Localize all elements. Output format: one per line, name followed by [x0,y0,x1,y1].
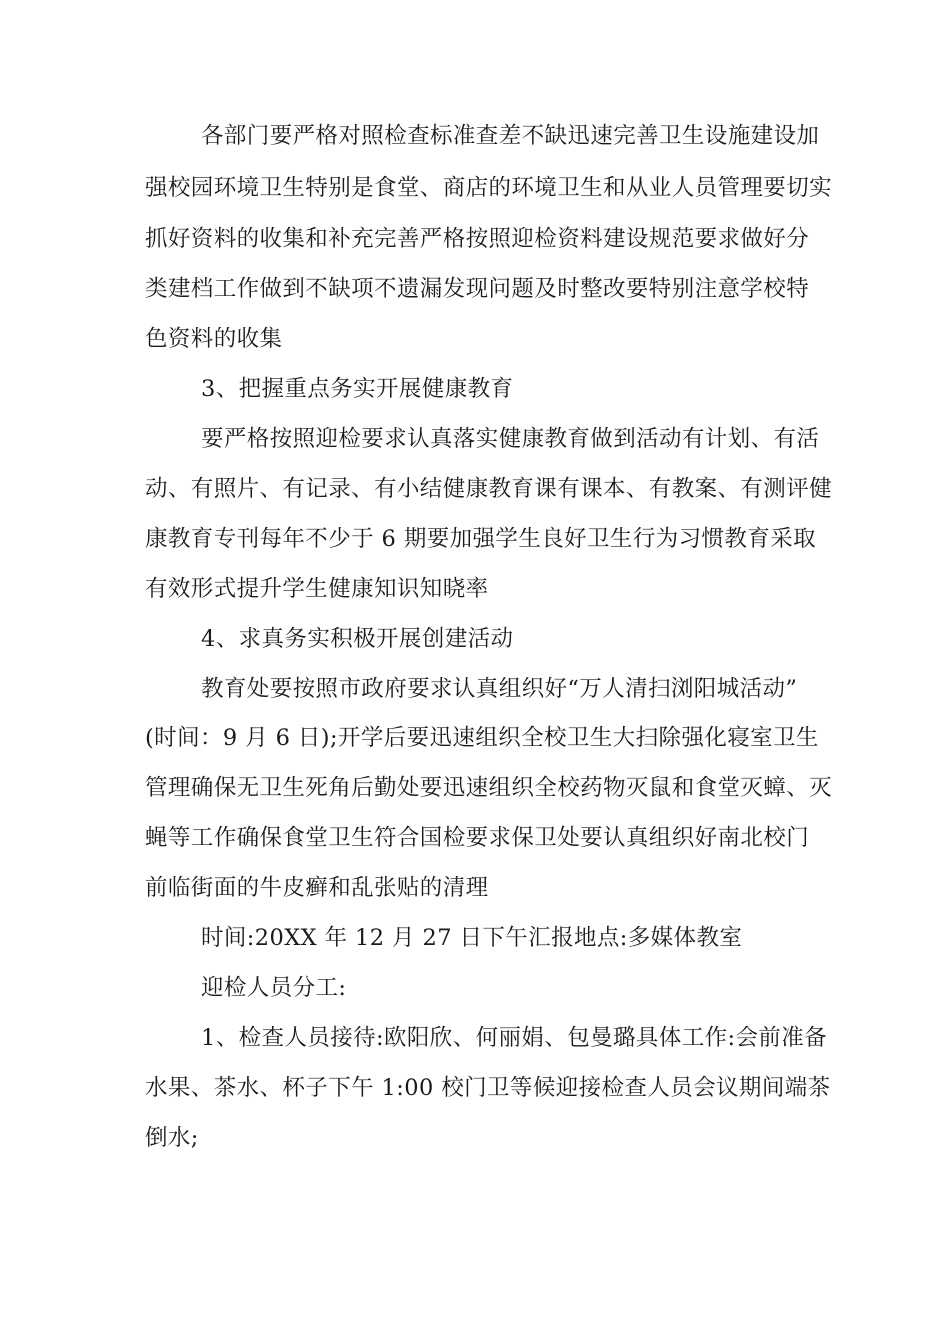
paragraph-line: 1、检查人员接待:欧阳欣、何丽娟、包曼璐具体工作:会前准备 [201,1025,828,1051]
paragraph-line: 时间:20XX 年 12 月 27 日下午汇报地点:多媒体教室 [201,925,743,951]
section-heading: 3、把握重点务实开展健康教育 [201,376,514,402]
paragraph-line: 前临街面的牛皮癣和乱张贴的清理 [145,875,489,901]
paragraph-line: (时间：9 月 6 日);开学后要迅速组织全校卫生大扫除强化寝室卫生 [145,725,819,751]
paragraph-line: 抓好资料的收集和补充完善严格按照迎检资料建设规范要求做好分 [145,226,810,252]
paragraph-line: 迎检人员分工: [201,975,347,1001]
paragraph-line: 蝇等工作确保食堂卫生符合国检要求保卫处要认真组织好南北校门 [145,825,810,851]
paragraph-line: 类建档工作做到不缺项不遗漏发现问题及时整改要特别注意学校特 [145,276,810,302]
paragraph-line: 康教育专刊每年不少于 6 期要加强学生良好卫生行为习惯教育采取 [145,526,817,552]
paragraph-line: 管理确保无卫生死角后勤处要迅速组织全校药物灭鼠和食堂灭蟑、灭 [145,775,833,801]
paragraph-line: 动、有照片、有记录、有小结健康教育课有课本、有教案、有测评健 [145,476,833,502]
paragraph-line: 水果、茶水、杯子下午 1:00 校门卫等候迎接检查人员会议期间端茶 [145,1075,831,1101]
paragraph-line: 倒水; [145,1125,199,1151]
paragraph-line: 色资料的收集 [145,326,283,352]
paragraph-line: 各部门要严格对照检查标准查差不缺迅速完善卫生设施建设加 [201,123,820,149]
paragraph-line: 强校园环境卫生特别是食堂、商店的环境卫生和从业人员管理要切实 [145,175,833,201]
section-heading: 4、求真务实积极开展创建活动 [201,626,514,652]
paragraph-line: 有效形式提升学生健康知识知晓率 [145,576,489,602]
paragraph-line: 要严格按照迎检要求认真落实健康教育做到活动有计划、有活 [201,426,820,452]
paragraph-line: 教育处要按照市政府要求认真组织好“万人清扫浏阳城活动” [201,676,798,702]
